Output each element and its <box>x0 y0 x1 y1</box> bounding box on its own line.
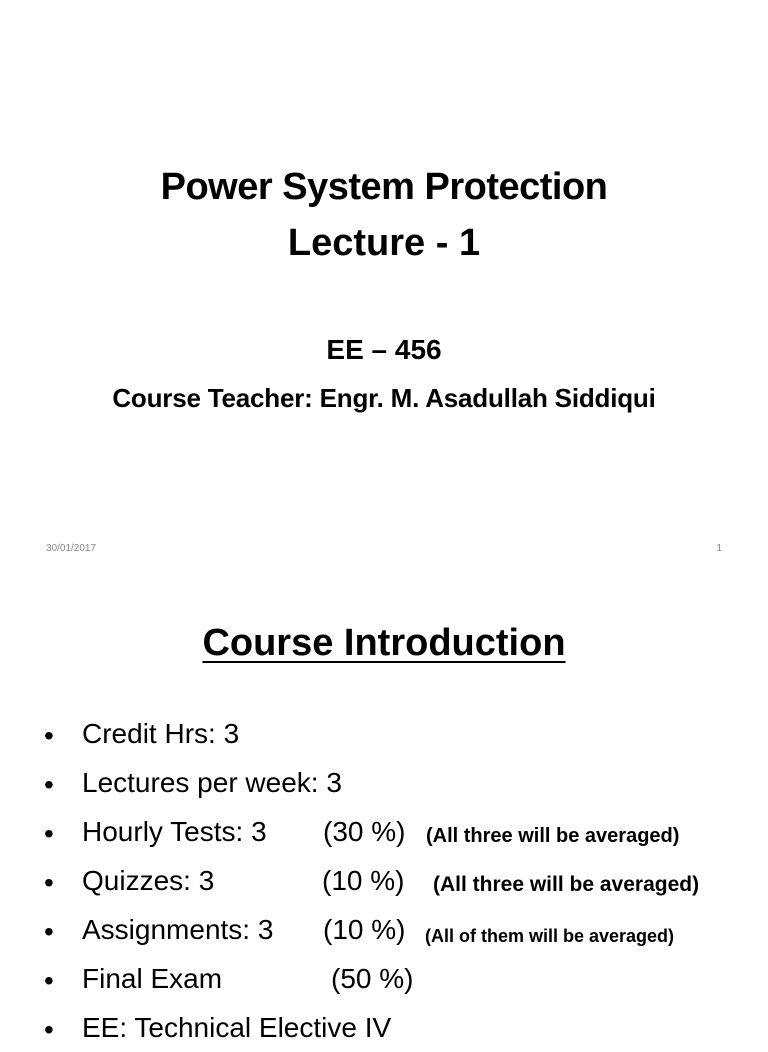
item-label: Credit Hrs: 3 <box>82 718 240 749</box>
bullet-icon: • <box>44 1014 54 1045</box>
bullet-icon: • <box>44 818 54 849</box>
item-weight: (50 %) <box>331 963 414 994</box>
item-weight: (10 %) <box>322 865 405 896</box>
slide-page-number: 1 <box>716 543 722 554</box>
bullet-icon: • <box>44 867 54 898</box>
item-label: Final Exam <box>82 963 223 994</box>
item-label: Assignments: 3 <box>82 914 274 945</box>
bullet-icon: • <box>44 965 54 996</box>
item-note: (All of them will be averaged) <box>425 926 675 946</box>
item-label: Quizzes: 3 <box>82 865 215 896</box>
course-introduction-slide <box>0 576 768 1045</box>
item-note: (All three will be averaged) <box>433 873 700 896</box>
slide-date: 30/01/2017 <box>46 543 97 554</box>
item-label: EE: Technical Elective IV <box>82 1012 392 1043</box>
bullet-icon: • <box>44 720 54 751</box>
course-teacher: Course Teacher: Engr. M. Asadullah Siddiqui <box>112 383 656 413</box>
item-label: Lectures per week: 3 <box>82 767 342 798</box>
lecture-number: Lecture - 1 <box>287 222 481 264</box>
item-label: Hourly Tests: 3 <box>82 816 267 847</box>
section-heading: Course Introduction <box>202 622 566 664</box>
bullet-icon: • <box>44 916 54 947</box>
item-note: (All three will be averaged) <box>426 825 680 847</box>
item-weight: (30 %) <box>323 816 406 847</box>
item-weight: (10 %) <box>323 914 406 945</box>
slide-title: Power System Protection <box>160 166 608 208</box>
bullet-icon: • <box>44 769 54 800</box>
course-code: EE – 456 <box>326 334 442 365</box>
